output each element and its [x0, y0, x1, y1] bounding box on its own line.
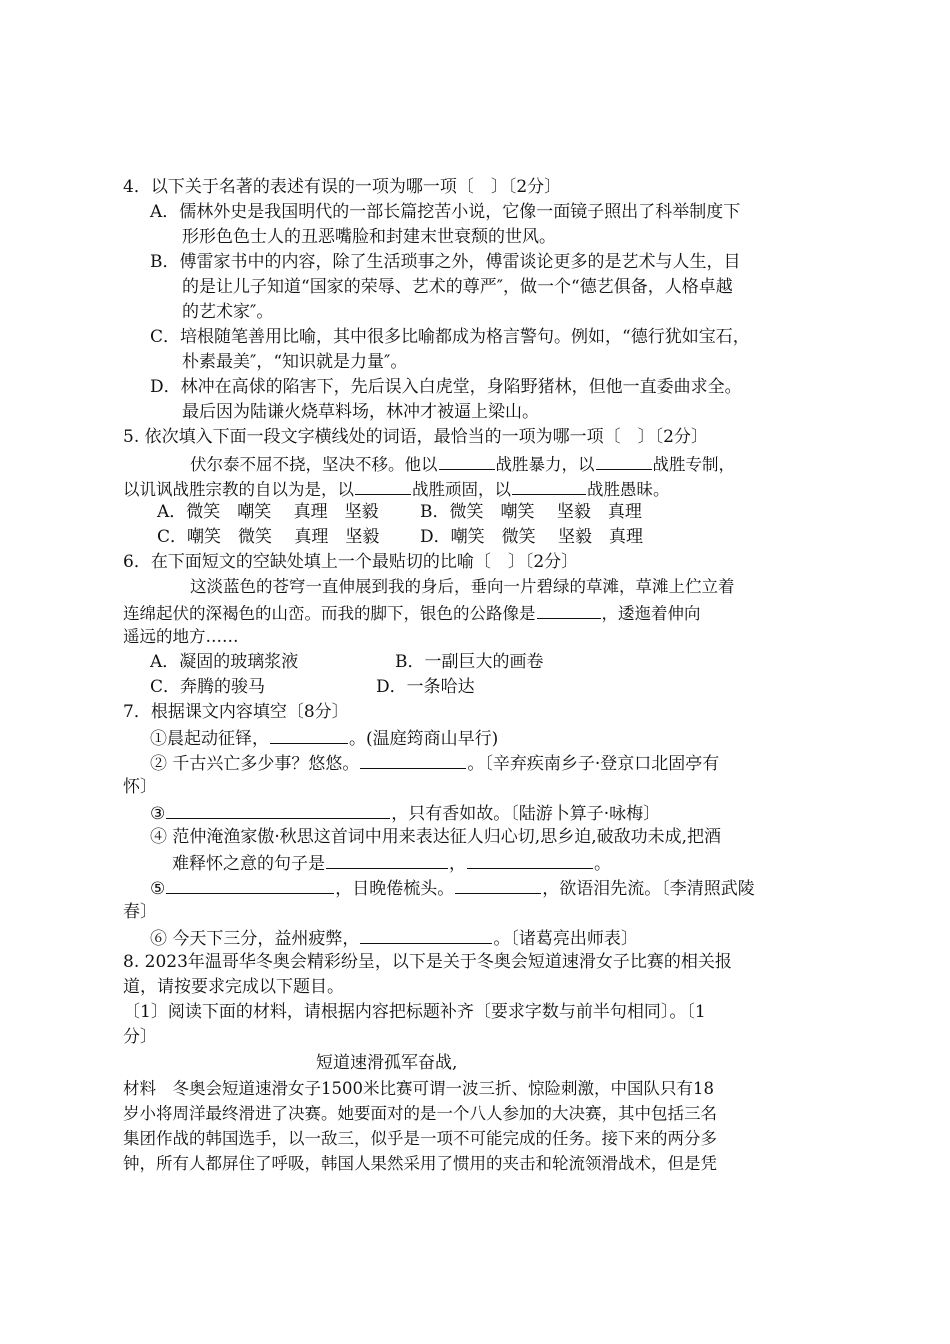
q7-item-1	[150, 725, 498, 751]
q7-text: ①晨起动征铎，	[150, 729, 269, 749]
q7-item-4-cont	[172, 850, 611, 876]
q4-option-d: D．林冲在高俅的陷害下，先后误入白虎堂，身陷野猪林，但他一直委曲求全。	[150, 377, 742, 397]
q7-item-2-cont: 怀〕	[123, 777, 157, 797]
q8-subquestion-1-cont: 分〕	[123, 1027, 157, 1047]
q7-text: ，	[449, 854, 466, 874]
q5-text: 以讥讽战胜宗教的自以为是，以	[123, 480, 354, 499]
q4-option-c-cont: 朴素最美″，“知识就是力量″。	[182, 352, 408, 372]
q5-option-b[interactable]: B．微笑 嘲笑 坚毅 真理	[420, 502, 642, 522]
q6-stem: 6．在下面短文的空缺处填上一个最贴切的比喻〔 〕〔2分〕	[123, 552, 579, 572]
q7-item-3	[150, 800, 660, 826]
q4-option-c: C．培根随笔善用比喻，其中很多比喻都成为格言警句。例如，“德行犹如宝石，	[150, 327, 750, 347]
q8-material-line1: 材料 冬奥会短道速滑女子1500米比赛可谓一波三折、惊险刺激，中国队只有18	[123, 1079, 714, 1098]
q5-blank-1[interactable]	[439, 451, 495, 470]
q7-text: 。(温庭筠商山早行)	[349, 729, 499, 749]
q5-stem: 5. 依次填入下面一段文字横线处的词语，最恰当的一项为哪一项〔 〕〔2分〕	[123, 427, 708, 447]
q5-text: 伏尔泰不屈不挠，坚决不移。他以	[190, 455, 438, 474]
q7-text: ⑥ 今天下三分，益州疲弊，	[150, 929, 360, 949]
q6-option-a[interactable]: A．凝固的玻璃浆液	[150, 652, 299, 672]
q7-blank-1[interactable]	[270, 725, 348, 744]
q7-text: 。〔辛弃疾南乡子·登京口北固亭有	[467, 754, 720, 774]
q4-option-b-cont2: 的艺术家″。	[182, 302, 274, 322]
q5-text: 战胜暴力，以	[495, 455, 595, 474]
q8-material-line3: 集团作战的韩国选手，以一敌三，似乎是一项不可能完成的任务。接下来的两分多	[123, 1129, 717, 1148]
q7-blank-2[interactable]	[360, 750, 466, 769]
q5-passage-line2	[123, 476, 670, 502]
q7-text: ，只有香如故。〔陆游卜算子·咏梅〕	[391, 804, 661, 824]
q8-subquestion-1: 〔1〕阅读下面的材料，请根据内容把标题补齐〔要求字数与前半句相同〕。〔1	[123, 1002, 706, 1022]
q5-option-d[interactable]: D．嘲笑 微笑 坚毅 真理	[420, 527, 644, 547]
q5-blank-4[interactable]	[512, 476, 586, 495]
q5-option-a[interactable]: A．微笑 嘲笑 真理 坚毅	[157, 502, 379, 522]
q8-material-line2: 岁小将周洋最终滑进了决赛。她要面对的是一个八人参加的大决赛，其中包括三名	[123, 1104, 717, 1123]
q7-item-6	[150, 925, 638, 951]
q7-item-2	[150, 750, 719, 776]
q7-blank-3[interactable]	[166, 800, 390, 819]
q7-blank-7[interactable]	[455, 875, 541, 894]
q8-stem-cont: 道，请按要求完成以下题目。	[123, 977, 344, 997]
q7-blank-4[interactable]	[326, 850, 448, 869]
q7-text: ③	[150, 804, 166, 824]
q6-option-d[interactable]: D．一条哈达	[376, 677, 475, 697]
q5-text: 战胜专制，	[652, 455, 735, 474]
q6-blank[interactable]	[537, 600, 601, 619]
q5-blank-2[interactable]	[596, 451, 652, 470]
q5-passage-line1	[190, 451, 735, 477]
q7-text: 。	[594, 854, 611, 874]
q6-passage-line3: 遥远的地方……	[123, 627, 239, 646]
q7-text: 难释怀之意的句子是	[172, 854, 325, 874]
q8-stem: 8. 2023年温哥华冬奥会精彩纷呈，以下是关于冬奥会短道速滑女子比赛的相关报	[123, 952, 732, 972]
q7-text: ② 千古兴亡多少事？悠悠。	[150, 754, 360, 774]
q4-option-d-cont: 最后因为陆谦火烧草料场，林冲才被逼上梁山。	[182, 402, 539, 422]
q7-item-4: ④ 范仲淹渔家傲·秋思这首词中用来表达征人归心切,思乡迫,破敌功未成,把酒	[150, 827, 722, 847]
q6-option-b[interactable]: B．一副巨大的画卷	[395, 652, 544, 672]
q4-option-b-cont: 的是让儿子知道“国家的荣辱、艺术的尊严″，做一个“德艺俱备，人格卓越	[182, 277, 733, 297]
q7-blank-5[interactable]	[467, 850, 593, 869]
q7-stem: 7．根据课文内容填空〔8分〕	[123, 702, 349, 722]
q4-option-a-cont: 形形色色士人的丑恶嘴脸和封建末世衰颓的世风。	[182, 227, 556, 247]
q7-item-5-cont: 春〕	[123, 902, 157, 922]
q7-text: ，日晚倦梳头。	[335, 879, 455, 899]
q4-stem: 4．以下关于名著的表述有误的一项为哪一项〔 〕〔2分〕	[123, 177, 562, 197]
q7-item-5	[150, 875, 755, 901]
q8-headline: 短道速滑孤军奋战,	[316, 1053, 458, 1073]
q7-text: ，欲语泪先流。〔李清照武陵	[542, 879, 755, 899]
q6-option-c[interactable]: C．奔腾的骏马	[150, 677, 266, 697]
q6-text: 连绵起伏的深褐色的山峦。而我的脚下，银色的公路像是	[123, 604, 536, 623]
q6-passage-line1: 这淡蓝色的苍穹一直伸展到我的身后，垂向一片碧绿的草滩，草滩上伫立着	[190, 577, 735, 596]
q5-text: 战胜愚昧。	[587, 480, 670, 499]
q7-text: ⑤	[150, 879, 166, 899]
q6-passage-line2	[123, 600, 701, 626]
q8-material-line4: 钟，所有人都屏住了呼吸，韩国人果然采用了惯用的夹击和轮流领滑战术，但是凭	[123, 1154, 717, 1173]
q7-blank-6[interactable]	[166, 875, 334, 894]
q5-option-c[interactable]: C．嘲笑 微笑 真理 坚毅	[157, 527, 380, 547]
q5-blank-3[interactable]	[355, 476, 411, 495]
q4-option-b: B．傅雷家书中的内容，除了生活琐事之外，傅雷谈论更多的是艺术与人生，目	[150, 252, 741, 272]
q7-blank-8[interactable]	[360, 925, 492, 944]
q7-text: 。〔诸葛亮出师表〕	[493, 929, 638, 949]
q5-text: 战胜顽固，以	[412, 480, 511, 499]
q6-text: ，逶迤着伸向	[601, 604, 701, 623]
q4-option-a: A．儒林外史是我国明代的一部长篇挖苦小说，它像一面镜子照出了科举制度下	[150, 202, 741, 222]
